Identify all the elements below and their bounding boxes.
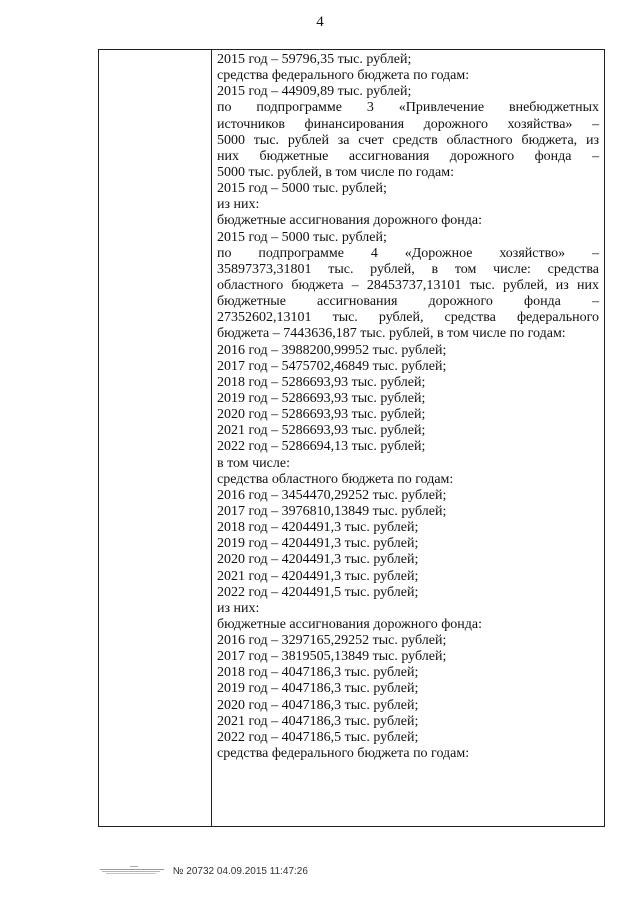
page-number: 4 — [316, 14, 324, 30]
text-line: 2017 год – 3819505,13849 тыс. рублей; — [217, 649, 447, 665]
text-line: по подпрограмме 3 «Привлечение внебюджетных — [217, 100, 599, 116]
text-line: 2021 год – 4204491,3 тыс. рублей; — [217, 568, 419, 584]
text-line: 2016 год – 3454470,29252 тыс. рублей; — [217, 487, 447, 503]
passport-table — [98, 49, 605, 827]
text-line: 35897373,31801 тыс. рублей, в том числе: средства — [217, 261, 599, 277]
text-line: 2019 год – 4204491,3 тыс. рублей; — [217, 536, 419, 552]
text-line: 2020 год – 4047186,3 тыс. рублей; — [217, 697, 419, 713]
text-line: 5000 тыс. рублей за счет средств областного бюджета, из — [217, 132, 599, 148]
text-line: 5000 тыс. рублей, в том числе по годам: — [217, 164, 454, 180]
text-line: 2022 год – 4047186,5 тыс. рублей; — [217, 729, 419, 745]
footer-doc-number: № 20732 — [172, 866, 215, 877]
text-line: 2018 год – 4047186,3 тыс. рублей; — [217, 665, 419, 681]
text-line: из них: — [217, 197, 260, 213]
text-line: 2015 год – 59796,35 тыс. рублей; — [217, 52, 412, 67]
text-line: 2015 год – 44909,89 тыс. рублей; — [217, 84, 412, 100]
text-line: 2020 год – 4204491,3 тыс. рублей; — [217, 552, 419, 568]
column-divider — [211, 50, 212, 826]
text-line: 2020 год – 5286693,93 тыс. рублей; — [217, 407, 426, 423]
text-line: средства областного бюджета по годам: — [217, 471, 454, 487]
registration-stamp-icon — [100, 866, 166, 876]
text-line: 2021 год – 4047186,3 тыс. рублей; — [217, 713, 419, 729]
text-line: 2022 год – 5286694,13 тыс. рублей; — [217, 439, 426, 455]
text-line: из них: — [217, 600, 260, 616]
text-line: 2021 год – 5286693,93 тыс. рублей; — [217, 423, 426, 439]
text-line: 2015 год – 5000 тыс. рублей; — [217, 181, 387, 197]
text-line: 2016 год – 3297165,29252 тыс. рублей; — [217, 633, 447, 649]
text-line: них бюджетные ассигнования дорожного фонда – — [217, 148, 599, 164]
text-line: средства федерального бюджета по годам: — [217, 68, 470, 84]
text-line: 2022 год – 4204491,5 тыс. рублей; — [217, 584, 419, 600]
text-line: 2017 год – 3976810,13849 тыс. рублей; — [217, 503, 447, 519]
text-line: 2016 год – 3988200,99952 тыс. рублей; — [217, 342, 447, 358]
text-line: по подпрограмме 4 «Дорожное хозяйство» – — [217, 245, 599, 261]
text-line: 2017 год – 5475702,46849 тыс. рублей; — [217, 358, 447, 374]
text-line: 2019 год – 5286693,93 тыс. рублей; — [217, 390, 426, 406]
text-line: источников финансирования дорожного хозяйства» – — [217, 116, 599, 132]
text-line: 2018 год – 5286693,93 тыс. рублей; — [217, 374, 426, 390]
text-line: бюджета – 7443636,187 тыс. рублей, в том числе по годам: — [217, 326, 566, 342]
document-footer — [100, 866, 308, 877]
text-line: бюджетные ассигнования дорожного фонда: — [217, 213, 482, 229]
text-line: областного бюджета – 28453737,13101 тыс. рублей, из них — [217, 277, 599, 293]
text-line: 2018 год – 4204491,3 тыс. рублей; — [217, 520, 419, 536]
text-line: в том числе: — [217, 455, 290, 471]
text-line: средства федерального бюджета по годам: — [217, 746, 470, 762]
text-line: 2015 год – 5000 тыс. рублей; — [217, 229, 387, 245]
text-line: бюджетные ассигнования дорожного фонда: — [217, 616, 482, 632]
text-line: бюджетные ассигнования дорожного фонда – — [217, 294, 599, 310]
table-right-cell — [217, 52, 599, 762]
footer-timestamp: 04.09.2015 11:47:26 — [216, 866, 308, 877]
text-line: 27352602,13101 тыс. рублей, средства федерального — [217, 310, 599, 326]
text-line: 2019 год – 4047186,3 тыс. рублей; — [217, 681, 419, 697]
